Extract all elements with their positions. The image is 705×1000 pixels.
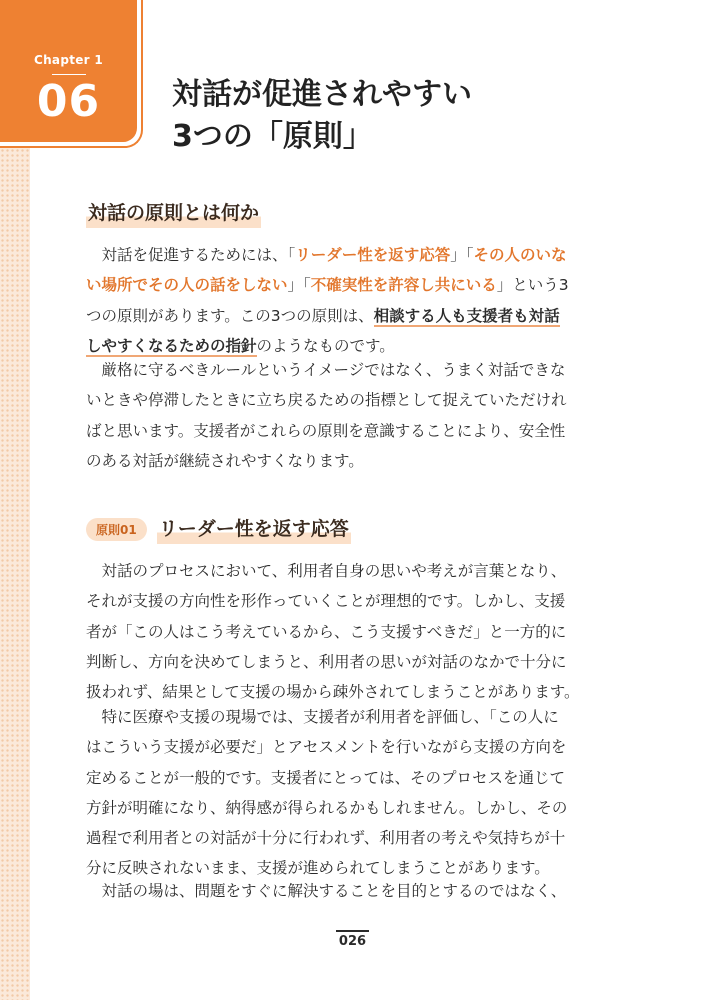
emphasis-principle-3: 不確実性を許容し共にいる	[310, 276, 497, 295]
page-number: 026	[338, 934, 367, 949]
text-line	[86, 270, 606, 300]
text-line: 特に医療や支援の現場では、支援者が利用者を評価し、「この人に	[86, 708, 559, 726]
text-line: 扱われず、結果として支援の場から疎外されてしまうことがあります。	[86, 683, 580, 702]
text-line: 分に反映されないまま、支援が進められてしまうことがあります。	[86, 859, 550, 878]
paragraph-intro	[86, 240, 606, 361]
emphasis-principle-1: リーダー性を返す応答	[295, 246, 451, 264]
chapter-divider	[52, 74, 86, 75]
text-line	[86, 301, 606, 331]
page-title-line1: 対話が促進されやすい	[172, 77, 472, 112]
text-line: それが支援の方向性を形作っていくことが理想的です。しかし、支援	[86, 592, 566, 611]
page-number-rule	[336, 930, 369, 932]
paragraph-process	[86, 556, 606, 707]
principle-heading	[86, 514, 351, 544]
text-line: 厳格に守るべきルールというイメージではなく、うまく対話できな	[86, 361, 566, 379]
section-heading-principles: 対話の原則とは何か	[86, 198, 261, 228]
text-line: 方針が明確になり、納得感が得られるかもしれません。しかし、その	[86, 798, 568, 817]
text-span: つの原則があります。この3つの原則は、	[86, 306, 374, 325]
chapter-badge	[0, 0, 137, 142]
text-line: 判断し、方向を決めてしまうと、利用者の思いが対話のなかで十分に	[86, 652, 567, 671]
paragraph-dialogue-place	[86, 876, 606, 906]
text-line: 対話のプロセスにおいて、利用者自身の思いや考えが言葉となり、	[86, 562, 567, 580]
text-line: 対話の場は、問題をすぐに解決することを目的とするのではなく、	[86, 882, 567, 900]
dotted-margin-decoration	[0, 148, 30, 1000]
text-span: 」という3	[496, 276, 569, 295]
emphasis-principle-2: その人のいな	[473, 246, 567, 264]
page-title	[172, 74, 472, 158]
text-line: 定めることが一般的です。支援者にとっては、そのプロセスを通じて	[86, 768, 565, 787]
paragraph-medical	[86, 702, 606, 884]
chapter-number: 06	[36, 76, 101, 127]
text-span: 」「	[287, 276, 311, 295]
principle-title: リーダー性を返す応答	[157, 514, 351, 544]
paragraph-guideline	[86, 355, 606, 476]
text-span: 」「	[450, 246, 474, 264]
text-line: 過程で利用者との対話が十分に行われず、利用者の考えや気持ちが十	[86, 829, 566, 848]
text-line: いときや停滞したときに立ち戻るための指標として捉えていただけれ	[86, 391, 567, 410]
text-line	[86, 240, 606, 270]
principle-badge: 原則01	[86, 518, 147, 541]
text-span: 対話を促進するためには、「	[86, 246, 296, 264]
chapter-label: Chapter 1	[33, 53, 104, 67]
emphasis-principle-2-cont: い場所でその人の話をしない	[86, 276, 288, 295]
text-line: 者が「この人はこう考えているから、こう支援すべきだ」と一方的に	[86, 622, 567, 641]
underlined-emphasis: 相談する人も支援者も対話	[373, 306, 560, 325]
underlined-emphasis: しやすくなるための指針	[86, 336, 257, 355]
text-span: のようなものです。	[256, 336, 395, 355]
text-line: ばと思います。支援者がこれらの原則を意識することにより、安全性	[86, 421, 566, 440]
text-line: のある対話が継続されやすくなります。	[86, 451, 364, 470]
page-title-line2: 3つの「原則」	[172, 119, 373, 154]
text-line: はこういう支援が必要だ」とアセスメントを行いながら支援の方向を	[86, 738, 567, 757]
